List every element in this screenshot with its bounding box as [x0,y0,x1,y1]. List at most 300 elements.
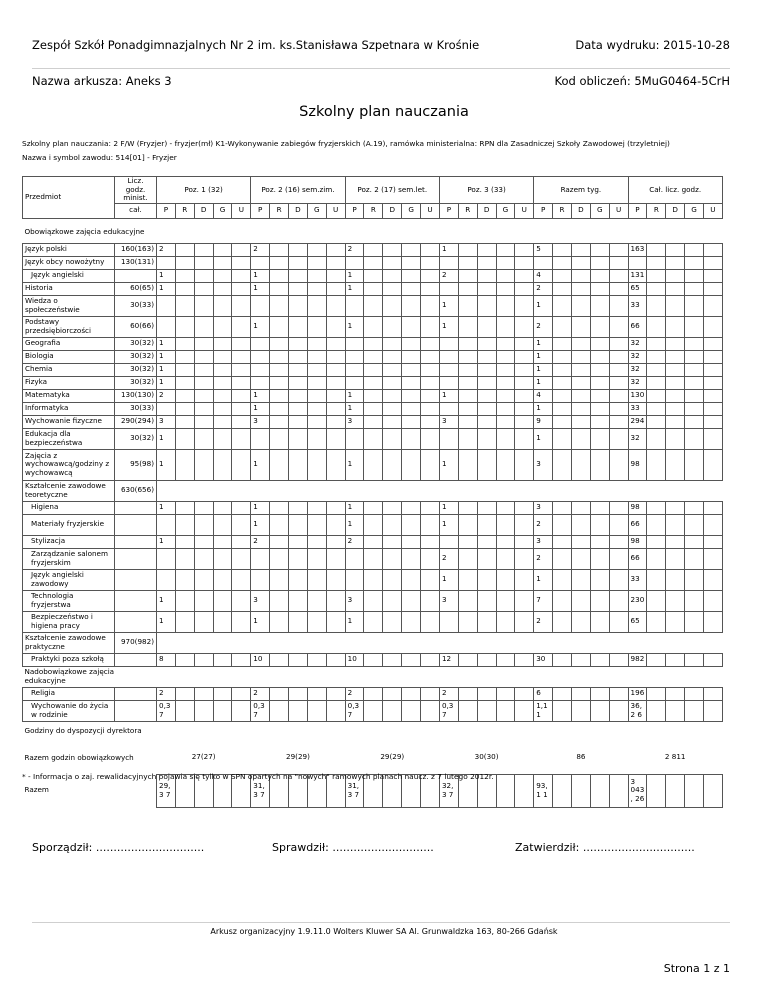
cell-empty [289,316,308,337]
cell-empty [609,632,628,653]
table-row [23,721,723,742]
cell-empty [647,611,666,632]
p-value: 0,37 [439,700,458,721]
col-header-sub: P [251,203,270,218]
cell-empty [609,389,628,402]
p-value: 2 [439,687,458,700]
p-value: 1 [439,295,458,316]
p-value: 9 [534,415,553,428]
cell-empty [685,269,704,282]
cell-empty [364,415,383,428]
cell-empty [213,501,232,514]
col-header-sub: D [571,203,590,218]
cell-empty [553,590,572,611]
p-value [251,363,270,376]
cell-empty [609,687,628,700]
cell-empty [307,269,326,282]
cell-empty [609,569,628,590]
cell-empty [232,590,251,611]
col-header-sub: U [326,203,345,218]
ministerial-hours [115,514,157,535]
p-value: 1 [157,611,176,632]
cell-empty [647,350,666,363]
ministerial-hours [115,653,157,666]
cell-empty [609,415,628,428]
p-value: 1 [534,363,553,376]
cell-empty [666,402,685,415]
cell-empty [553,428,572,449]
cell-empty [175,350,194,363]
col-header-sub: U [515,203,534,218]
cell-empty [666,548,685,569]
cell-empty [458,363,477,376]
cell-empty [477,428,496,449]
p-value [628,632,647,653]
cell-empty [609,653,628,666]
subject-name: Język angielski zawodowy [23,569,115,590]
cell-empty [402,363,421,376]
p-value: 2 [534,548,553,569]
cell-empty [609,428,628,449]
p-value: 1 [157,535,176,548]
cell-empty [685,337,704,350]
cell-empty [383,569,402,590]
cell-empty [590,774,609,807]
table-row [23,514,723,535]
cell-empty [175,548,194,569]
cell-empty [364,256,383,269]
p-value [439,632,458,653]
p-value [439,256,458,269]
cell-empty [194,243,213,256]
cell-empty [553,269,572,282]
cell-empty [703,611,722,632]
cell-empty [477,256,496,269]
p-value: 98 [628,535,647,548]
cell-empty [194,590,213,611]
cell-empty [458,569,477,590]
cell-empty [326,269,345,282]
cell-empty [402,402,421,415]
cell-empty [194,700,213,721]
col-header-sub: R [175,203,194,218]
cell-empty [553,501,572,514]
p-value [534,480,553,501]
cell-empty [421,389,440,402]
cell-empty [647,428,666,449]
p-value: 7 [534,590,553,611]
p-value: 1 [534,428,553,449]
cell-empty [213,535,232,548]
subject-name: Zarządzanie salonem fryzjerskim [23,548,115,569]
subject-name: Chemia [23,363,115,376]
cell-empty [421,269,440,282]
cell-empty [496,376,515,389]
cell-empty [647,243,666,256]
p-value: 1 [439,501,458,514]
cell-empty [571,428,590,449]
cell-empty [458,389,477,402]
cell-empty [307,611,326,632]
cell-empty [289,337,308,350]
p-value: 33 [628,402,647,415]
cell-empty [609,501,628,514]
cell-empty [685,243,704,256]
cell-empty [421,243,440,256]
cell-empty [421,548,440,569]
table-row [23,480,723,501]
table-row [23,700,723,721]
p-value: 1 [439,389,458,402]
subject-name: Higiena [23,501,115,514]
cell-empty [515,590,534,611]
cell-empty [421,402,440,415]
header-row [23,203,723,218]
p-value [251,480,270,501]
cell-empty [402,480,421,501]
cell-empty [194,402,213,415]
cell-empty [402,632,421,653]
cell-empty [213,428,232,449]
cell-empty [590,687,609,700]
cell-empty [571,632,590,653]
cell-empty [307,256,326,269]
subject-name: Podstawy przedsiębiorczości [23,316,115,337]
p-value: 30 [534,653,553,666]
p-value [251,337,270,350]
cell-empty [458,687,477,700]
cell-empty [609,350,628,363]
cell-empty [364,632,383,653]
cell-empty [666,282,685,295]
cell-empty [571,611,590,632]
cell-empty [270,363,289,376]
cell-empty [515,548,534,569]
p-value [251,632,270,653]
cell-empty [383,389,402,402]
cell-empty [270,402,289,415]
cell-empty [289,415,308,428]
p-value: 1 [534,402,553,415]
cell-empty [421,632,440,653]
cell-empty [213,590,232,611]
p-value: 3 [345,590,364,611]
p-value [439,535,458,548]
ministerial-hours [115,548,157,569]
col-header-sub: D [666,203,685,218]
cell-empty [270,514,289,535]
cell-empty [685,687,704,700]
cell-empty [194,514,213,535]
cell-empty [383,282,402,295]
cell-empty [590,389,609,402]
cell-empty [609,774,628,807]
cell-empty [307,569,326,590]
cell-empty [703,363,722,376]
p-value [628,480,647,501]
cell-empty [609,480,628,501]
cell-empty [307,700,326,721]
cell-empty [289,569,308,590]
cell-empty [307,402,326,415]
table-row [23,243,723,256]
cell-empty [571,402,590,415]
cell-empty [571,269,590,282]
cell-empty [553,700,572,721]
cell-empty [326,535,345,548]
p-value: 1 [157,350,176,363]
cell-empty [553,569,572,590]
cell-empty [703,480,722,501]
cell-empty [685,569,704,590]
cell-empty [496,402,515,415]
cell-empty [609,243,628,256]
p-value: 0,37 [345,700,364,721]
p-value [628,256,647,269]
cell-empty [270,389,289,402]
cell-empty [289,514,308,535]
p-value: 2 [534,514,553,535]
cell-empty [685,316,704,337]
cell-empty [326,514,345,535]
cell-empty [232,415,251,428]
cell-empty [458,337,477,350]
cell-empty [289,687,308,700]
cell-empty [685,282,704,295]
cell-empty [553,653,572,666]
cell-empty [685,415,704,428]
cell-empty [590,700,609,721]
cell-empty [515,256,534,269]
cell-empty [402,687,421,700]
cell-empty [194,269,213,282]
ministerial-hours: 30(32) [115,428,157,449]
cell-empty [326,415,345,428]
subject-name: Bezpieczeństwo i higiena pracy [23,611,115,632]
table-row [23,269,723,282]
cell-empty [571,243,590,256]
cell-empty [553,376,572,389]
subject-name: Kształcenie zawodowe praktyczne [23,632,115,653]
cell-empty [232,389,251,402]
p-value: 163 [628,243,647,256]
cell-empty [571,514,590,535]
cell-empty [421,376,440,389]
header-divider [32,68,730,69]
col-header-subject: Przedmiot [23,177,115,219]
footer-divider [32,922,730,923]
total-mandatory-value: 86 [576,752,586,762]
cell-empty [307,480,326,501]
cell-empty [232,269,251,282]
p-value: 131 [628,269,647,282]
cell-empty [590,535,609,548]
cell-empty [364,480,383,501]
cell-empty [666,363,685,376]
footnote: * - Informacja o zaj. rewalidacyjnych pojawia się tylko w SPN opartych na "nowych" ramowych planach naucz. z 7 lutego 2012r. [22,772,494,781]
cell-empty [326,632,345,653]
p-value: 32 [628,337,647,350]
cell-empty [685,350,704,363]
cell-empty [553,548,572,569]
cell-empty [666,653,685,666]
cell-empty [175,501,194,514]
cell-empty [515,653,534,666]
p-value: 32 [628,363,647,376]
col-header-ministerial: Licz. godz. minist. [115,177,157,204]
p-value: 2 [534,282,553,295]
cell-empty [458,402,477,415]
cell-empty [270,350,289,363]
cell-empty [383,501,402,514]
p-value [439,428,458,449]
cell-empty [232,376,251,389]
cell-empty [458,376,477,389]
cell-empty [703,632,722,653]
table-row [23,282,723,295]
p-value [345,569,364,590]
cell-empty [685,590,704,611]
col-header-sub: G [496,203,515,218]
p-value: 2 [534,316,553,337]
cell-empty [515,316,534,337]
cell-empty [213,256,232,269]
cell-empty [383,449,402,480]
p-value: 2 [345,535,364,548]
subject-name: Zajęcia z wychowawcą/godziny z wychowawcą [23,449,115,480]
cell-empty [194,282,213,295]
subject-name: Matematyka [23,389,115,402]
cell-empty [175,653,194,666]
cell-empty [307,632,326,653]
subject-name: Wychowanie fizyczne [23,415,115,428]
cell-empty [270,653,289,666]
cell-empty [458,316,477,337]
cell-empty [647,295,666,316]
cell-empty [685,514,704,535]
cell-empty [383,687,402,700]
cell-empty [213,569,232,590]
p-value [157,569,176,590]
p-value [251,350,270,363]
p-value: 33 [628,569,647,590]
cell-empty [364,700,383,721]
p-value: 4 [534,269,553,282]
cell-empty [590,282,609,295]
cell-empty [647,535,666,548]
cell-empty [364,611,383,632]
cell-empty [213,350,232,363]
p-value: 0,37 [157,700,176,721]
cell-empty [666,632,685,653]
p-value: 1 [345,316,364,337]
p-value [345,376,364,389]
table-row [23,316,723,337]
cell-empty [703,590,722,611]
header-row [23,177,723,204]
p-value [251,256,270,269]
cell-empty [458,256,477,269]
page-header-top [32,38,730,52]
p-value [345,337,364,350]
cell-empty [571,295,590,316]
ministerial-hours: 160(163) [115,243,157,256]
cell-empty [515,535,534,548]
cell-empty [383,535,402,548]
cell-empty [213,653,232,666]
table-row [23,223,723,244]
cell-empty [175,428,194,449]
col-header-sub: D [383,203,402,218]
p-value [345,350,364,363]
cell-empty [326,243,345,256]
cell-empty [590,415,609,428]
cell-empty [553,363,572,376]
section-label: Obowiązkowe zajęcia edukacyjne [24,227,145,237]
cell-empty [703,700,722,721]
cell-empty [402,569,421,590]
cell-empty [307,428,326,449]
cell-empty [213,363,232,376]
cell-empty [194,535,213,548]
subject-name: Edukacja dla bezpieczeństwa [23,428,115,449]
p-value: 66 [628,316,647,337]
cell-empty [496,256,515,269]
cell-empty [270,269,289,282]
cell-empty [703,376,722,389]
cell-empty [175,402,194,415]
page-header-bottom [32,74,730,88]
signature-approved: Zatwierdził: ................................ [515,841,695,854]
cell-empty [421,449,440,480]
total-value: 3 043, 26 [628,774,647,807]
cell-empty [666,389,685,402]
cell-empty [703,514,722,535]
total-mandatory-label: Razem godzin obowiązkowych [24,752,134,762]
cell-empty [289,295,308,316]
cell-empty [477,295,496,316]
cell-empty [364,337,383,350]
cell-empty [590,569,609,590]
p-value [345,480,364,501]
subject-name: Historia [23,282,115,295]
cell-empty [666,256,685,269]
cell-empty [364,243,383,256]
cell-empty [383,363,402,376]
cell-empty [175,243,194,256]
p-value: 1 [345,402,364,415]
p-value: 3 [534,449,553,480]
cell-empty [553,611,572,632]
p-value: 1 [157,376,176,389]
cell-empty [571,376,590,389]
p-value: 1 [534,295,553,316]
p-value [157,632,176,653]
cell-empty [647,256,666,269]
cell-empty [590,480,609,501]
subject-name: Technologia fryzjerstwa [23,590,115,611]
col-header-sub: U [609,203,628,218]
cell-empty [213,389,232,402]
cell-empty [666,569,685,590]
ministerial-hours [115,687,157,700]
cell-empty [647,632,666,653]
p-value: 1 [157,590,176,611]
cell-empty [402,376,421,389]
cell-empty [666,415,685,428]
cell-empty [232,687,251,700]
cell-empty [326,569,345,590]
